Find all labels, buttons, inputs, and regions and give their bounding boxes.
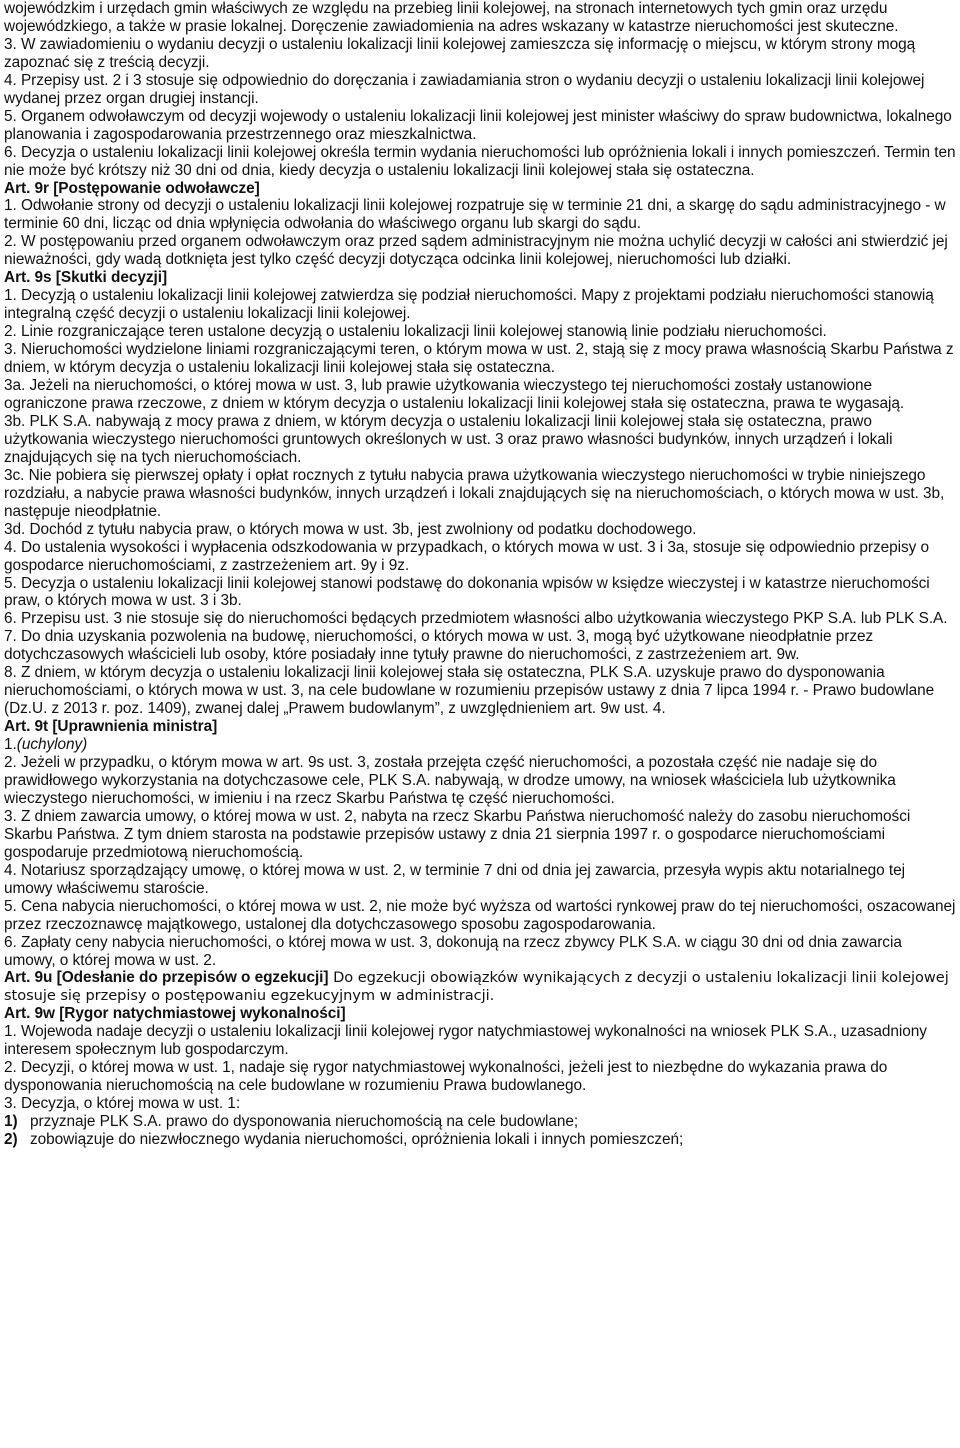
paragraph-9w-3: 3. Decyzja, o której mowa w ust. 1: [4, 1095, 241, 1113]
paragraph-9q-3: 3. W zawiadomieniu o wydaniu decyzji o ustaleniu lokalizacji linii kolejowej zamieszcza się informację o miejscu, w którym strony mogą zapoznać się z treścią decyzji. [4, 35, 916, 71]
paragraph-9s-5: 5. Decyzja o ustaleniu lokalizacji linii kolejowej stanowi podstawę do dokonania wpisów w księdze wieczystej i w katastrze nieruchomości praw, o których mowa w ust. 3 i 3b. [4, 574, 930, 610]
article-heading-9s [4, 269, 956, 287]
paragraph-9t-1-repealed: (uchylony) [16, 736, 88, 754]
article-heading-9r-text: Art. 9r [Postępowanie odwoławcze] [4, 179, 260, 197]
article-heading-9t-text: Art. 9t [Uprawnienia ministra] [4, 718, 218, 736]
list-item-text: zobowiązuje do niezwłocznego wydania nieruchomości, opróżnienia lokali i innych pomieszczeń; [30, 1131, 684, 1149]
paragraph-9t-1-number: 1. [4, 736, 17, 754]
article-heading-9w [4, 1005, 956, 1023]
paragraph-9s-3: 3. Nieruchomości wydzielone liniami rozgraniczającymi teren, o którym mowa w ust. 2, stają się z mocy prawa własnością Skarbu Państwa z dniem, w którym decyzja o ustaleniu lokalizacji linii kolejowej stała się ostateczna. [4, 341, 954, 377]
article-heading-9u-text: Art. 9u [Odesłanie do przepisów o egzekucji] [4, 969, 329, 987]
list-item-text: przyznaje PLK S.A. prawo do dysponowania nieruchomością na cele budowlane; [30, 1113, 579, 1131]
article-heading-9r [4, 180, 956, 198]
list-item [4, 1113, 956, 1131]
paragraph-9r-1: 1. Odwołanie strony od decyzji o ustaleniu lokalizacji linii kolejowej rozpatruje się w terminie 21 dni, a skargę do sądu administracyjnego - w terminie 60 dni, licząc od dnia wpłynięcia odwołania do właściwego organu lub skargi do sądu. [4, 197, 946, 233]
paragraph-9t-5: 5. Cena nabycia nieruchomości, o której mowa w ust. 2, nie może być wyższa od wartości rynkowej praw do tej nieruchomości, oszacowanej przez rzeczoznawcę majątkowego, ustalonej dla dotychczasowego sposobu zagospodarowania. [4, 897, 956, 933]
paragraph-9s-4: 4. Do ustalenia wysokości i wypłacenia odszkodowania w przypadkach, o których mowa w ust. 3 i 3a, stosuje się odpowiednio przepisy o gospodarce nieruchomościami, z zastrzeżeniem art. 9y i 9z. [4, 538, 930, 574]
article-9u [4, 969, 956, 1005]
article-heading-9t [4, 718, 956, 736]
paragraph-9r-2: 2. W postępowaniu przed organem odwoławczym oraz przed sądem administracyjnym nie można uchylić decyzji w całości ani stwierdzić jej nieważności, gdy wadą dotknięta jest tylko część decyzji dotycząca odcinka linii kolejowej, nieruchomości lub działki. [4, 233, 948, 269]
article-heading-9s-text: Art. 9s [Skutki decyzji] [4, 269, 168, 287]
paragraph-9t-4: 4. Notariusz sporządzający umowę, o której mowa w ust. 2, w terminie 7 dni od dnia jej zawarcia, przesyła wypis aktu notarialnego tej umowy właściwemu staroście. [4, 861, 905, 897]
paragraph-9w-1: 1. Wojewoda nadaje decyzji o ustaleniu lokalizacji linii kolejowej rygor natychmiastowej wykonalności na wniosek PLK S.A., uzasadniony interesem społecznym lub gospodarczym. [4, 1023, 927, 1059]
paragraph-9q-5: 5. Organem odwoławczym od decyzji wojewody o ustaleniu lokalizacji linii kolejowej jest minister właściwy do spraw budownictwa, lokalnego planowania i zagospodarowania przestrzennego oraz mieszkalnictwa. [4, 107, 952, 143]
paragraph-9s-3d: 3d. Dochód z tytułu nabycia praw, o których mowa w ust. 3b, jest zwolniony od podatku dochodowego. [4, 520, 697, 538]
paragraph-9t-3: 3. Z dniem zawarcia umowy, o której mowa w ust. 2, nabyta na rzecz Skarbu Państwa nieruchomość należy do zasobu nieruchomości Skarbu Państwa. Z tym dniem starosta na podstawie przepisów ustawy z dnia 21 sierpnia 1997 r. o gospodarce nieruchomościami gospodaruje przedmiotową nieruchomością. [4, 807, 911, 861]
paragraph-9q-6: 6. Decyzja o ustaleniu lokalizacji linii kolejowej określa termin wydania nieruchomości lub opróżnienia lokali i innych pomieszczeń. Termin ten nie może być krótszy niż 30 dni od dnia, kiedy decyzja o ustaleniu lokalizacji linii kolejowej stała się ostateczna. [4, 143, 956, 179]
paragraph-continuation: wojewódzkim i urzędach gmin właściwych ze względu na przebieg linii kolejowej, na stronach internetowych tych gmin oraz urzędu wojewódzkiego, a także w prasie lokalnej. Doręczenie zawiadomienia na adres wskazany w katastrze nieruchomości jest skuteczne. [4, 0, 899, 35]
article-heading-9w-text: Art. 9w [Rygor natychmiastowej wykonalności] [4, 1005, 346, 1023]
paragraph-9s-3b: 3b. PLK S.A. nabywają z mocy prawa z dniem, w którym decyzja o ustaleniu lokalizacji linii kolejowej stała się ostateczna, prawo użytkowania wieczystego nieruchomości gruntowych określonych w ust. 3 oraz prawo własności budynków, innych urządzeń i lokali znajdujących się na tych nieruchomościach. [4, 412, 893, 466]
paragraph-9s-1: 1. Decyzją o ustaleniu lokalizacji linii kolejowej zatwierdza się podział nieruchomości. Mapy z projektami podziału nieruchomości stanowią integralną część decyzji o ustaleniu lokalizacji linii kolejowej. [4, 287, 934, 323]
paragraph-9s-6: 6. Przepisu ust. 3 nie stosuje się do nieruchomości będących przedmiotem własności albo użytkowania wieczystego PKP S.A. lub PLK S.A. [4, 610, 948, 628]
paragraph-9t-6: 6. Zapłaty ceny nabycia nieruchomości, o której mowa w ust. 3, dokonują na rzecz zbywcy PLK S.A. w ciągu 30 dni od dnia zawarcia umowy, o której mowa w ust. 2. [4, 933, 902, 969]
article-9u-text: Do egzekucji obowiązków wynikających z decyzji o ustaleniu lokalizacji linii kolejowej stosuje się przepisy o postępowaniu egzekucyjnym w administracji. [4, 969, 949, 1005]
paragraph-9s-2: 2. Linie rozgraniczające teren ustalone decyzją o ustaleniu lokalizacji linii kolejowej stanowią linie podziału nieruchomości. [4, 323, 827, 341]
list-item-number: 1) [4, 1113, 18, 1131]
paragraph-9w-2: 2. Decyzji, o której mowa w ust. 1, nadaje się rygor natychmiastowej wykonalności, jeżeli jest to niezbędne do wykazania prawa do dysponowania nieruchomością na cele budowlane w rozumieniu Prawa budowlanego. [4, 1059, 888, 1095]
paragraph-9s-3a: 3a. Jeżeli na nieruchomości, o której mowa w ust. 3, lub prawie użytkowania wieczystego tej nieruchomości zostały ustanowione ograniczone prawa rzeczowe, z dniem w którym decyzja o ustaleniu lokalizacji linii kolejowej stała się ostateczna, prawa te wygasają. [4, 377, 905, 412]
paragraph-9s-3c: 3c. Nie pobiera się pierwszej opłaty i opłat rocznych z tytułu nabycia prawa użytkowania wieczystego nieruchomości w trybie niniejszego rozdziału, a nabycie prawa własności budynków, innych urządzeń i lokali znajdujących się na nieruchomościach, o których mowa w ust. 3b, następuje nieodpłatnie. [4, 466, 945, 520]
paragraph-9t-2: 2. Jeżeli w przypadku, o którym mowa w art. 9s ust. 3, została przejęta część nieruchomości, a pozostała część nie nadaje się do prawidłowego wykorzystania na dotychczasowe cele, PLK S.A. nabywają, w drodze umowy, na wniosek właściciela lub użytkownika wieczystego nieruchomości, w imieniu i na rzecz Skarbu Państwa tę część nieruchomości. [4, 754, 896, 807]
paragraph-9s-8: 8. Z dniem, w którym decyzja o ustaleniu lokalizacji linii kolejowej stała się ostateczna, PLK S.A. uzyskuje prawo do dysponowania nieruchomościami, o których mowa w ust. 3, na cele budowlane w rozumieniu przepisów ustawy z dnia 7 lipca 1994 r. - Prawo budowlane (Dz.U. z 2013 r. poz. 1409), zwanej dalej „Prawem budowlanym”, z uwzględnieniem art. 9w ust. 4. [4, 664, 935, 718]
list-item [4, 1131, 956, 1149]
paragraph-9s-7: 7. Do dnia uzyskania pozwolenia na budowę, nieruchomości, o których mowa w ust. 3, mogą być użytkowane nieodpłatnie przez dotychczasowych właścicieli lub osoby, które posiadały inne tytuły prawne do nieruchomości, z zastrzeżeniem art. 9w. [4, 628, 874, 664]
paragraph-9q-4: 4. Przepisy ust. 2 i 3 stosuje się odpowiednio do doręczania i zawiadamiania stron o wydaniu decyzji o ustaleniu lokalizacji linii kolejowej wydanej przez organ drugiej instancji. [4, 71, 925, 107]
paragraph-9t-1 [4, 736, 956, 754]
list-item-number: 2) [4, 1131, 18, 1149]
